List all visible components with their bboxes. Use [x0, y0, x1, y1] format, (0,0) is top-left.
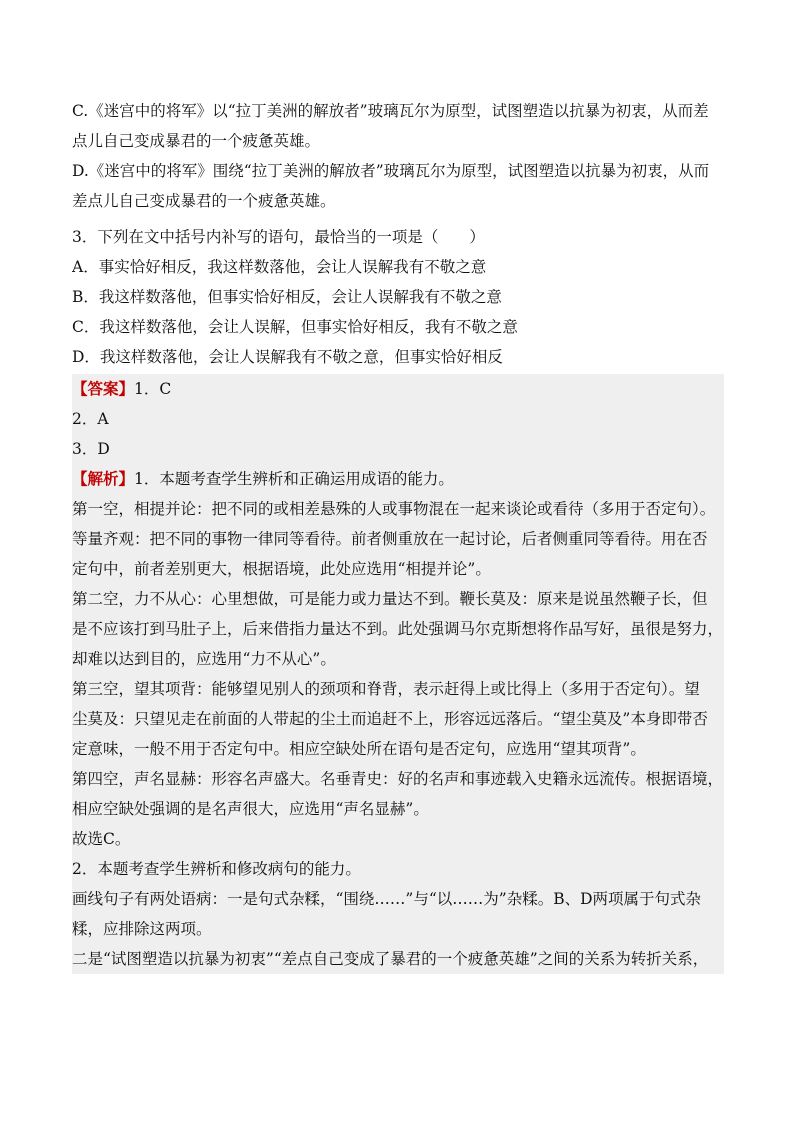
analysis-line: 二是“试图塑造以抗暴为初衷”“差点自己变成了暴君的一个疲惫英雄”之间的关系为转折关系，	[72, 950, 709, 968]
document-body	[72, 96, 724, 974]
analysis-line: 第一空，相提并论：把不同的或相差悬殊的人或事物混在一起来谈论或看待（多用于否定句）。	[72, 500, 716, 518]
analysis-line: 故选C。	[72, 830, 131, 848]
analysis-first: 1．本题考查学生辨析和正确运用成语的能力。	[134, 470, 454, 488]
analysis-line: 第二空，力不从心：心里想做，可是能力或力量达不到。鞭长莫及：原来是说虽然鞭子长，但	[72, 590, 708, 608]
analysis-line: 相应空缺处强调的是名声很大，应选用“声名显赫”。	[72, 800, 429, 818]
question3	[72, 222, 724, 372]
option-c-line-2: 点儿自己变成暴君的一个疲惫英雄。	[72, 132, 321, 150]
answer-analysis-section	[72, 374, 724, 974]
option-d-line-1: D.《迷宫中的将军》围绕“拉丁美洲的解放者”玻璃瓦尔为原型，试图塑造以抗暴为初衷，从而	[72, 162, 710, 180]
answer-label: 【答案】	[72, 379, 135, 398]
analysis-line: 尘莫及：只望见走在前面的人带起的尘土而追赶不上，形容远远落后。“望尘莫及”本身即带否	[72, 710, 708, 728]
question3-option-d: D．我这样数落他，会让人误解我有不敬之意，但事实恰好相反	[72, 348, 503, 366]
option-c-line-1: C.《迷宫中的将军》以“拉丁美洲的解放者”玻璃瓦尔为原型，试图塑造以抗暴为初衷，从而差	[72, 102, 709, 120]
question3-stem: 3．下列在文中括号内补写的语句，最恰当的一项是（ ）	[72, 228, 485, 246]
option-d-line-2: 差点儿自己变成暴君的一个疲惫英雄。	[72, 192, 336, 210]
answer-3: 3．D	[72, 440, 110, 458]
analysis-line: 等量齐观：把不同的事物一律同等看待。前者侧重放在一起讨论，后者侧重同等看待。用在否	[72, 530, 708, 548]
analysis-line: 却难以达到目的，应选用“力不从心”。	[72, 650, 336, 668]
analysis-header-line	[72, 464, 724, 494]
question3-option-b: B．我这样数落他，但事实恰好相反，会让人误解我有不敬之意	[72, 288, 502, 306]
analysis-line: 第三空，望其项背：能够望见别人的颈项和脊背，表示赶得上或比得上（多用于否定句）。望	[72, 680, 700, 698]
analysis-line: 2．本题考查学生辨析和修改病句的能力。	[72, 860, 361, 878]
question2-options	[72, 96, 724, 216]
analysis-line: 是不应该打到马肚子上，后来借指力量达不到。此处强调马尔克斯想将作品写好，虽很是努力，	[72, 620, 724, 638]
analysis-line: 定意味，一般不用于否定句中。相应空缺处所在语句是否定句，应选用“望其项背”。	[72, 740, 646, 758]
question3-option-c: C．我这样数落他，会让人误解，但事实恰好相反，我有不敬之意	[72, 318, 518, 336]
question3-option-a: A．事实恰好相反，我这样数落他，会让人误解我有不敬之意	[72, 258, 487, 276]
analysis-line: 第四空，声名显赫：形容名声盛大。名垂青史：好的名声和事迹载入史籍永远流传。根据语境，	[72, 770, 724, 788]
analysis-line: 糅，应排除这两项。	[72, 920, 212, 938]
analysis-label: 【解析】	[72, 469, 135, 488]
answer-first: 1．C	[134, 380, 172, 398]
answer-line	[72, 374, 724, 404]
analysis-line: 画线句子有两处语病：一是句式杂糅，“围绕……”与“以……为”杂糅。B、D两项属于句式杂	[72, 890, 702, 908]
analysis-line: 定句中，前者差别更大，根据语境，此处应选用“相提并论”。	[72, 560, 491, 578]
answer-2: 2．A	[72, 410, 109, 428]
